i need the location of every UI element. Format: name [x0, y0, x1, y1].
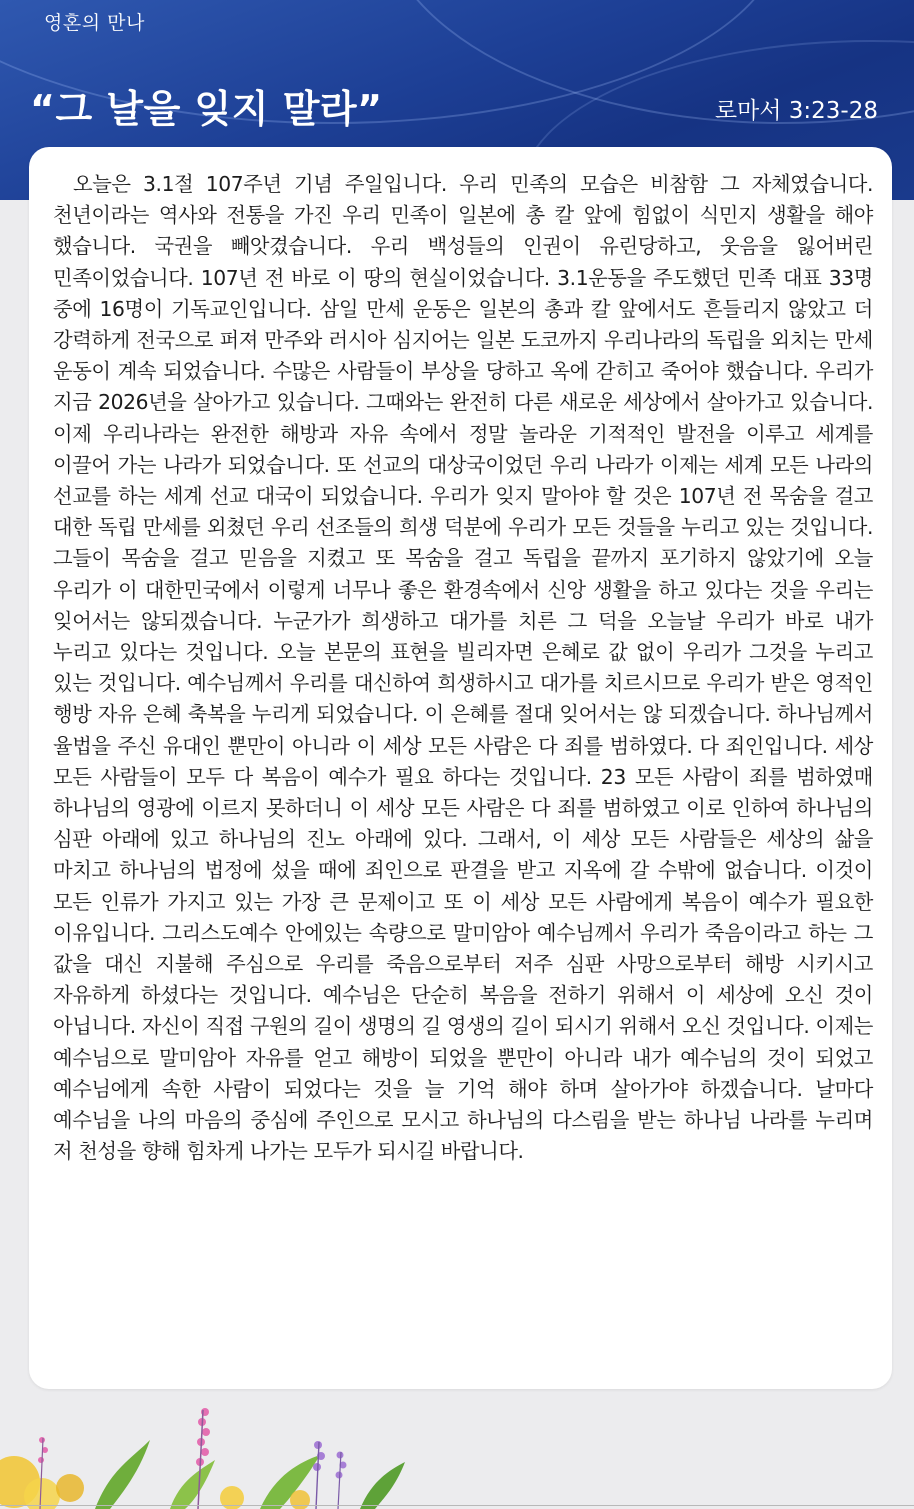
- footer-flowers-decoration: [0, 1400, 914, 1509]
- scripture-reference: 로마서 3:23-28: [714, 98, 878, 124]
- sermon-title: “그 날을 잊지 말라”: [30, 87, 383, 131]
- flower-illustration: [0, 1400, 914, 1509]
- sermon-body: 오늘은 3.1절 107주년 기념 주일입니다. 우리 민족의 모습은 비참함 그 자체였습니다. 천년이라는 역사와 전통을 가진 우리 민족이 일본에 총 칼 앞에 힘없이 식민지 생활을 해야 했습니다. 국권을 빼앗겼습니다. 우리 백성들의 인권이 유린당하고, 웃음을 잃어버린 민족이었습니다. 107년 전 바로 이 땅의 현실이었습니다. 3.1운동을 주도했던 민족 대표 33명 중에 16명이 기독교인입니다. 삼일 만세 운동은 일본의 총과 칼 앞에서도 흔들리지 않았고 더 강력하게 전국으로 퍼져 만주와 러시아 심지어는 일본 도코까지 우리나라의 독립을 외치는 만세 운동이 계속 되었습니다. 수많은 사람들이 부상을 당하고 옥에 갇히고 죽어야 했습니다. 우리가 지금 2026년을 살아가고 있습니다. 그때와는 완전히 다른 새로운 세상에서 살아가고 있습니다. 이제 우리나라는 완전한 해방과 자유 속에서 정말 놀라운 기적적인 발전을 이루고 세계를 이끌어 가는 나라가 되었습니다. 또 선교의 대상국이었던 우리 나라가 이제는 세계 모든 나라의 선교를 하는 세계 선교 대국이 되었습니다. 우리가 잊지 말아야 할 것은 107년 전 목숨을 걸고 대한 독립 만세를 외쳤던 우리 선조들의 희생 덕분에 우리가 모든 것들을 누리고 있는 것입니다. 그들이 목숨을 걸고 믿음을 지켰고 또 목숨을 걸고 독립을 끝까지 포기하지 않았기에 오늘 우리가 이 대한민국에서 이렇게 너무나 좋은 환경속에서 신앙 생활을 하고 있다는 것을 우리는 잊어서는 않되겠습니다. 누군가가 희생하고 대가를 치른 그 덕을 오늘날 우리가 바로 내가 누리고 있다는 것입니다. 오늘 본문의 표현을 빌리자면 은혜로 값 없이 우리가 그것을 누리고 있는 것입니다. 예수님께서 우리를 대신하여 희생하시고 대가를 치르시므로 우리가 받은 영적인 행방 자유 은혜 축복을 누리게 되었습니다. 이 은혜를 절대 잊어서는 않 되겠습니다. 하나님께서 율법을 주신 유대인 뿐만이 아니라 이 세상 모든 사람은 다 죄를 범하였다. 다 죄인입니다. 세상 모든 사람들이 모두 다 복음이 예수가 필요 하다는 것입니다. 23 모든 사람이 죄를 범하였매 하나님의 영광에 이르지 못하더니 이 세상 모든 사람은 다 죄를 범하였고 이로 인하여 하나님의 심판 아래에 있고 하나님의 진노 아래에 있다. 그래서, 이 세상 모든 사람들은 세상의 삶을 마치고 하나님의 법정에 섰을 때에 죄인으로 판결을 받고 지옥에 갈 수밖에 없습니다. 이것이 모든 인류가 가지고 있는 가장 큰 문제이고 또 이 세상 모든 사람에게 복음이 예수가 필요한 이유입니다. 그리스도예수 안에있는 속량으로 말미암아 예수님께서 우리가 죽음이라고 하는 그 값을 대신 지불해 주심으로 우리를 죽음으로부터 저주 심판 사망으로부터 해방 시키시고 자유하게 하셨다는 것입니다. 예수님은 단순히 복음을 전하기 위해서 이 세상에 오신 것이 아닙니다. 자신이 직접 구원의 길이 생명의 길 영생의 길이 되시기 위해서 오신 것입니다. 이제는 예수님으로 말미암아 자유를 얻고 해방이 되었을 뿐만이 아니라 내가 예수님의 것이 되었고 예수님에게 속한 사람이 되었다는 것을 늘 기억 해야 하며 살아가야 하겠습니다. 날마다 예수님을 나의 마음의 중심에 주인으로 모시고 하나님의 다스림을 받는 하나님 나라를 누리며 저 천성을 향해 힘차게 나가는 모두가 되시길 바랍니다.: [53, 172, 873, 1164]
- footer-divider: [0, 1505, 914, 1506]
- section-label: 영혼의 만나: [44, 12, 145, 34]
